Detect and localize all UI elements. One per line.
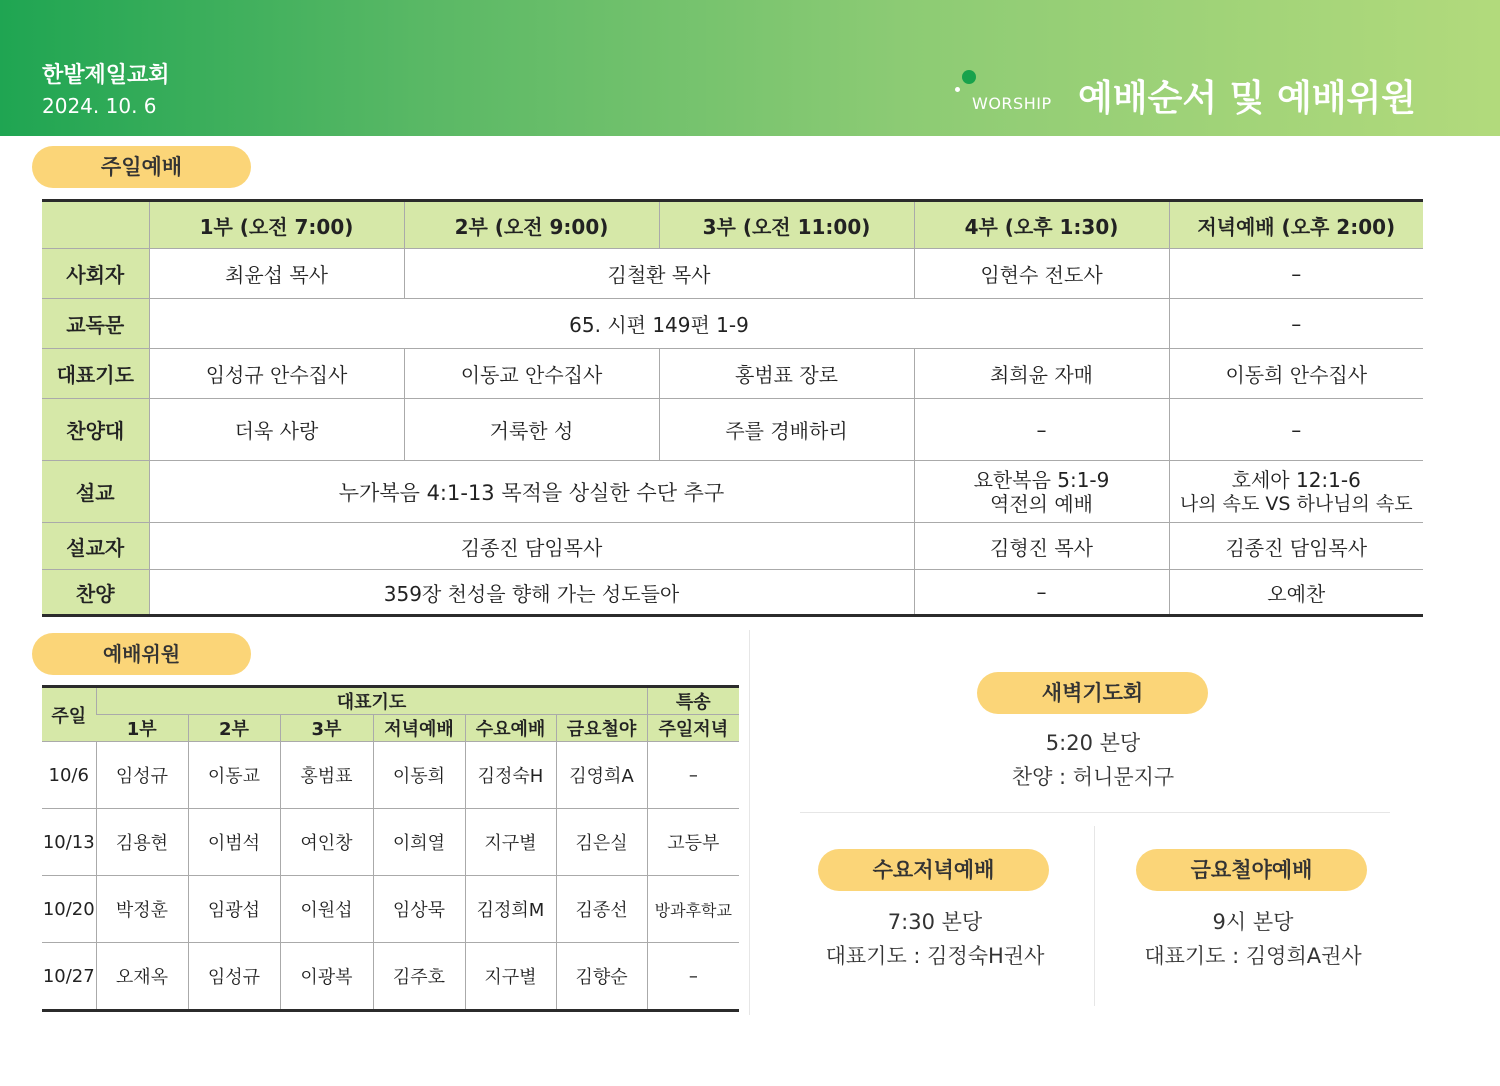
row-label: 찬양대 [42,399,149,461]
header-week: 주일 [42,687,96,742]
section-divider [800,812,1390,813]
cell: – [647,943,739,1011]
cell: 거룩한 성 [404,399,659,461]
cell: 이동희 안수집사 [1169,349,1423,399]
cell: 이동희 [373,742,465,809]
dawn-time: 5:20 본당 [1045,731,1141,755]
cell: 김종선 [556,876,647,943]
table-row [42,742,739,809]
header-prayer: 대표기도 [96,687,647,715]
wednesday-info [790,905,1080,973]
subheader: 금요철야 [556,715,647,742]
cell: 임현수 전도사 [914,249,1169,299]
cell: 임성규 안수집사 [149,349,404,399]
cell: 김영희A [556,742,647,809]
table-row [42,523,1423,570]
row-label: 찬양 [42,570,149,616]
bulletin-date: 2024. 10. 6 [42,94,157,118]
small-dot-icon [955,87,960,92]
table-row [42,299,1423,349]
header-banner [0,0,1500,136]
cell: 오재옥 [96,943,188,1011]
row-date: 10/6 [42,742,96,809]
cell: 임상묵 [373,876,465,943]
cell: – [914,570,1169,616]
cell: 김정희M [465,876,556,943]
cell: – [1169,399,1423,461]
subheader: 3부 [280,715,373,742]
cell: 김철환 목사 [404,249,914,299]
cell: 임광섭 [188,876,280,943]
header-col-5: 저녁예배 (오후 2:00) [1169,201,1423,249]
header-col-3: 3부 (오전 11:00) [659,201,914,249]
sermon-title: 나의 속도 VS 하나님의 속도 [1179,492,1413,515]
table-row [42,570,1423,616]
cell: 지구별 [465,943,556,1011]
row-date: 10/13 [42,809,96,876]
table-row [42,461,1423,523]
cell: 김용현 [96,809,188,876]
cell: 이동교 안수집사 [404,349,659,399]
sermon-scripture: 요한복음 5:1-9 [973,467,1110,492]
subheader: 2부 [188,715,280,742]
table-header-row [42,201,1423,249]
sunday-pill: 주일예배 [32,146,251,188]
cell: 김종진 담임목사 [1169,523,1423,570]
cell: 임성규 [96,742,188,809]
cell: 65. 시편 149편 1-9 [149,299,1169,349]
cell: 홍범표 장로 [659,349,914,399]
cell: 이동교 [188,742,280,809]
wednesday-pill: 수요저녁예배 [818,849,1049,891]
table-row [42,349,1423,399]
sermon-scripture: 호세아 12:1-6 [1231,467,1361,492]
committee-header-row [42,687,739,715]
cell: 누가복음 4:1-13 목적을 상실한 수단 추구 [149,461,914,523]
column-divider [749,630,750,1015]
cell: – [914,399,1169,461]
cell [914,461,1169,523]
cell: 주를 경배하리 [659,399,914,461]
cell: 홍범표 [280,742,373,809]
subheader: 수요예배 [465,715,556,742]
dawn-pill: 새벽기도회 [977,672,1208,714]
row-date: 10/20 [42,876,96,943]
table-row [42,876,739,943]
subheader: 주일저녁 [647,715,739,742]
header-special: 특송 [647,687,739,715]
worship-label: WORSHIP [972,94,1052,113]
wednesday-prayer: 대표기도 : 김정숙H권사 [825,944,1045,968]
cell: – [647,742,739,809]
row-label: 설교 [42,461,149,523]
sunday-service-table [42,199,1423,617]
cell: 오예찬 [1169,570,1423,616]
cell: 359장 천성을 향해 가는 성도들아 [149,570,914,616]
header-col-4: 4부 (오후 1:30) [914,201,1169,249]
row-label: 대표기도 [42,349,149,399]
header-corner [42,201,149,249]
dawn-info [943,726,1243,794]
cell: 김향순 [556,943,647,1011]
cell: 박정훈 [96,876,188,943]
cell: 방과후학교 [647,876,739,943]
cell: 이범석 [188,809,280,876]
cell: 최희윤 자매 [914,349,1169,399]
table-row [42,399,1423,461]
subheader: 저녁예배 [373,715,465,742]
committee-table [42,685,739,1012]
wednesday-time: 7:30 본당 [887,910,983,934]
cell: 이희열 [373,809,465,876]
cell: – [1169,299,1423,349]
page-title: 예배순서 및 예배위원 [1078,78,1417,119]
friday-pill: 금요철야예배 [1136,849,1367,891]
table-row [42,809,739,876]
cell: 고등부 [647,809,739,876]
row-label: 사회자 [42,249,149,299]
cell: 더욱 사랑 [149,399,404,461]
cell: 임성규 [188,943,280,1011]
cell: – [1169,249,1423,299]
header-col-1: 1부 (오전 7:00) [149,201,404,249]
header-col-2: 2부 (오전 9:00) [404,201,659,249]
subheader: 1부 [96,715,188,742]
friday-info [1108,905,1398,973]
cell: 여인창 [280,809,373,876]
row-label: 설교자 [42,523,149,570]
cell: 이원섭 [280,876,373,943]
church-name: 한밭제일교회 [42,63,170,88]
cell: 이광복 [280,943,373,1011]
friday-time: 9시 본당 [1212,910,1294,934]
row-date: 10/27 [42,943,96,1011]
column-divider [1094,826,1095,1006]
friday-prayer: 대표기도 : 김영희A권사 [1144,944,1362,968]
cell: 김주호 [373,943,465,1011]
cell: 최윤섭 목사 [149,249,404,299]
dawn-praise: 찬양 : 허니문지구 [1011,765,1175,789]
dot-icon [962,70,976,84]
committee-pill: 예배위원 [32,633,251,675]
cell: 김정숙H [465,742,556,809]
table-row [42,249,1423,299]
cell: 김형진 목사 [914,523,1169,570]
cell: 지구별 [465,809,556,876]
cell: 김종진 담임목사 [149,523,914,570]
row-label: 교독문 [42,299,149,349]
sermon-title: 역전의 예배 [990,491,1093,516]
table-row [42,943,739,1011]
cell [1169,461,1423,523]
cell: 김은실 [556,809,647,876]
committee-subheader-row [42,715,739,742]
